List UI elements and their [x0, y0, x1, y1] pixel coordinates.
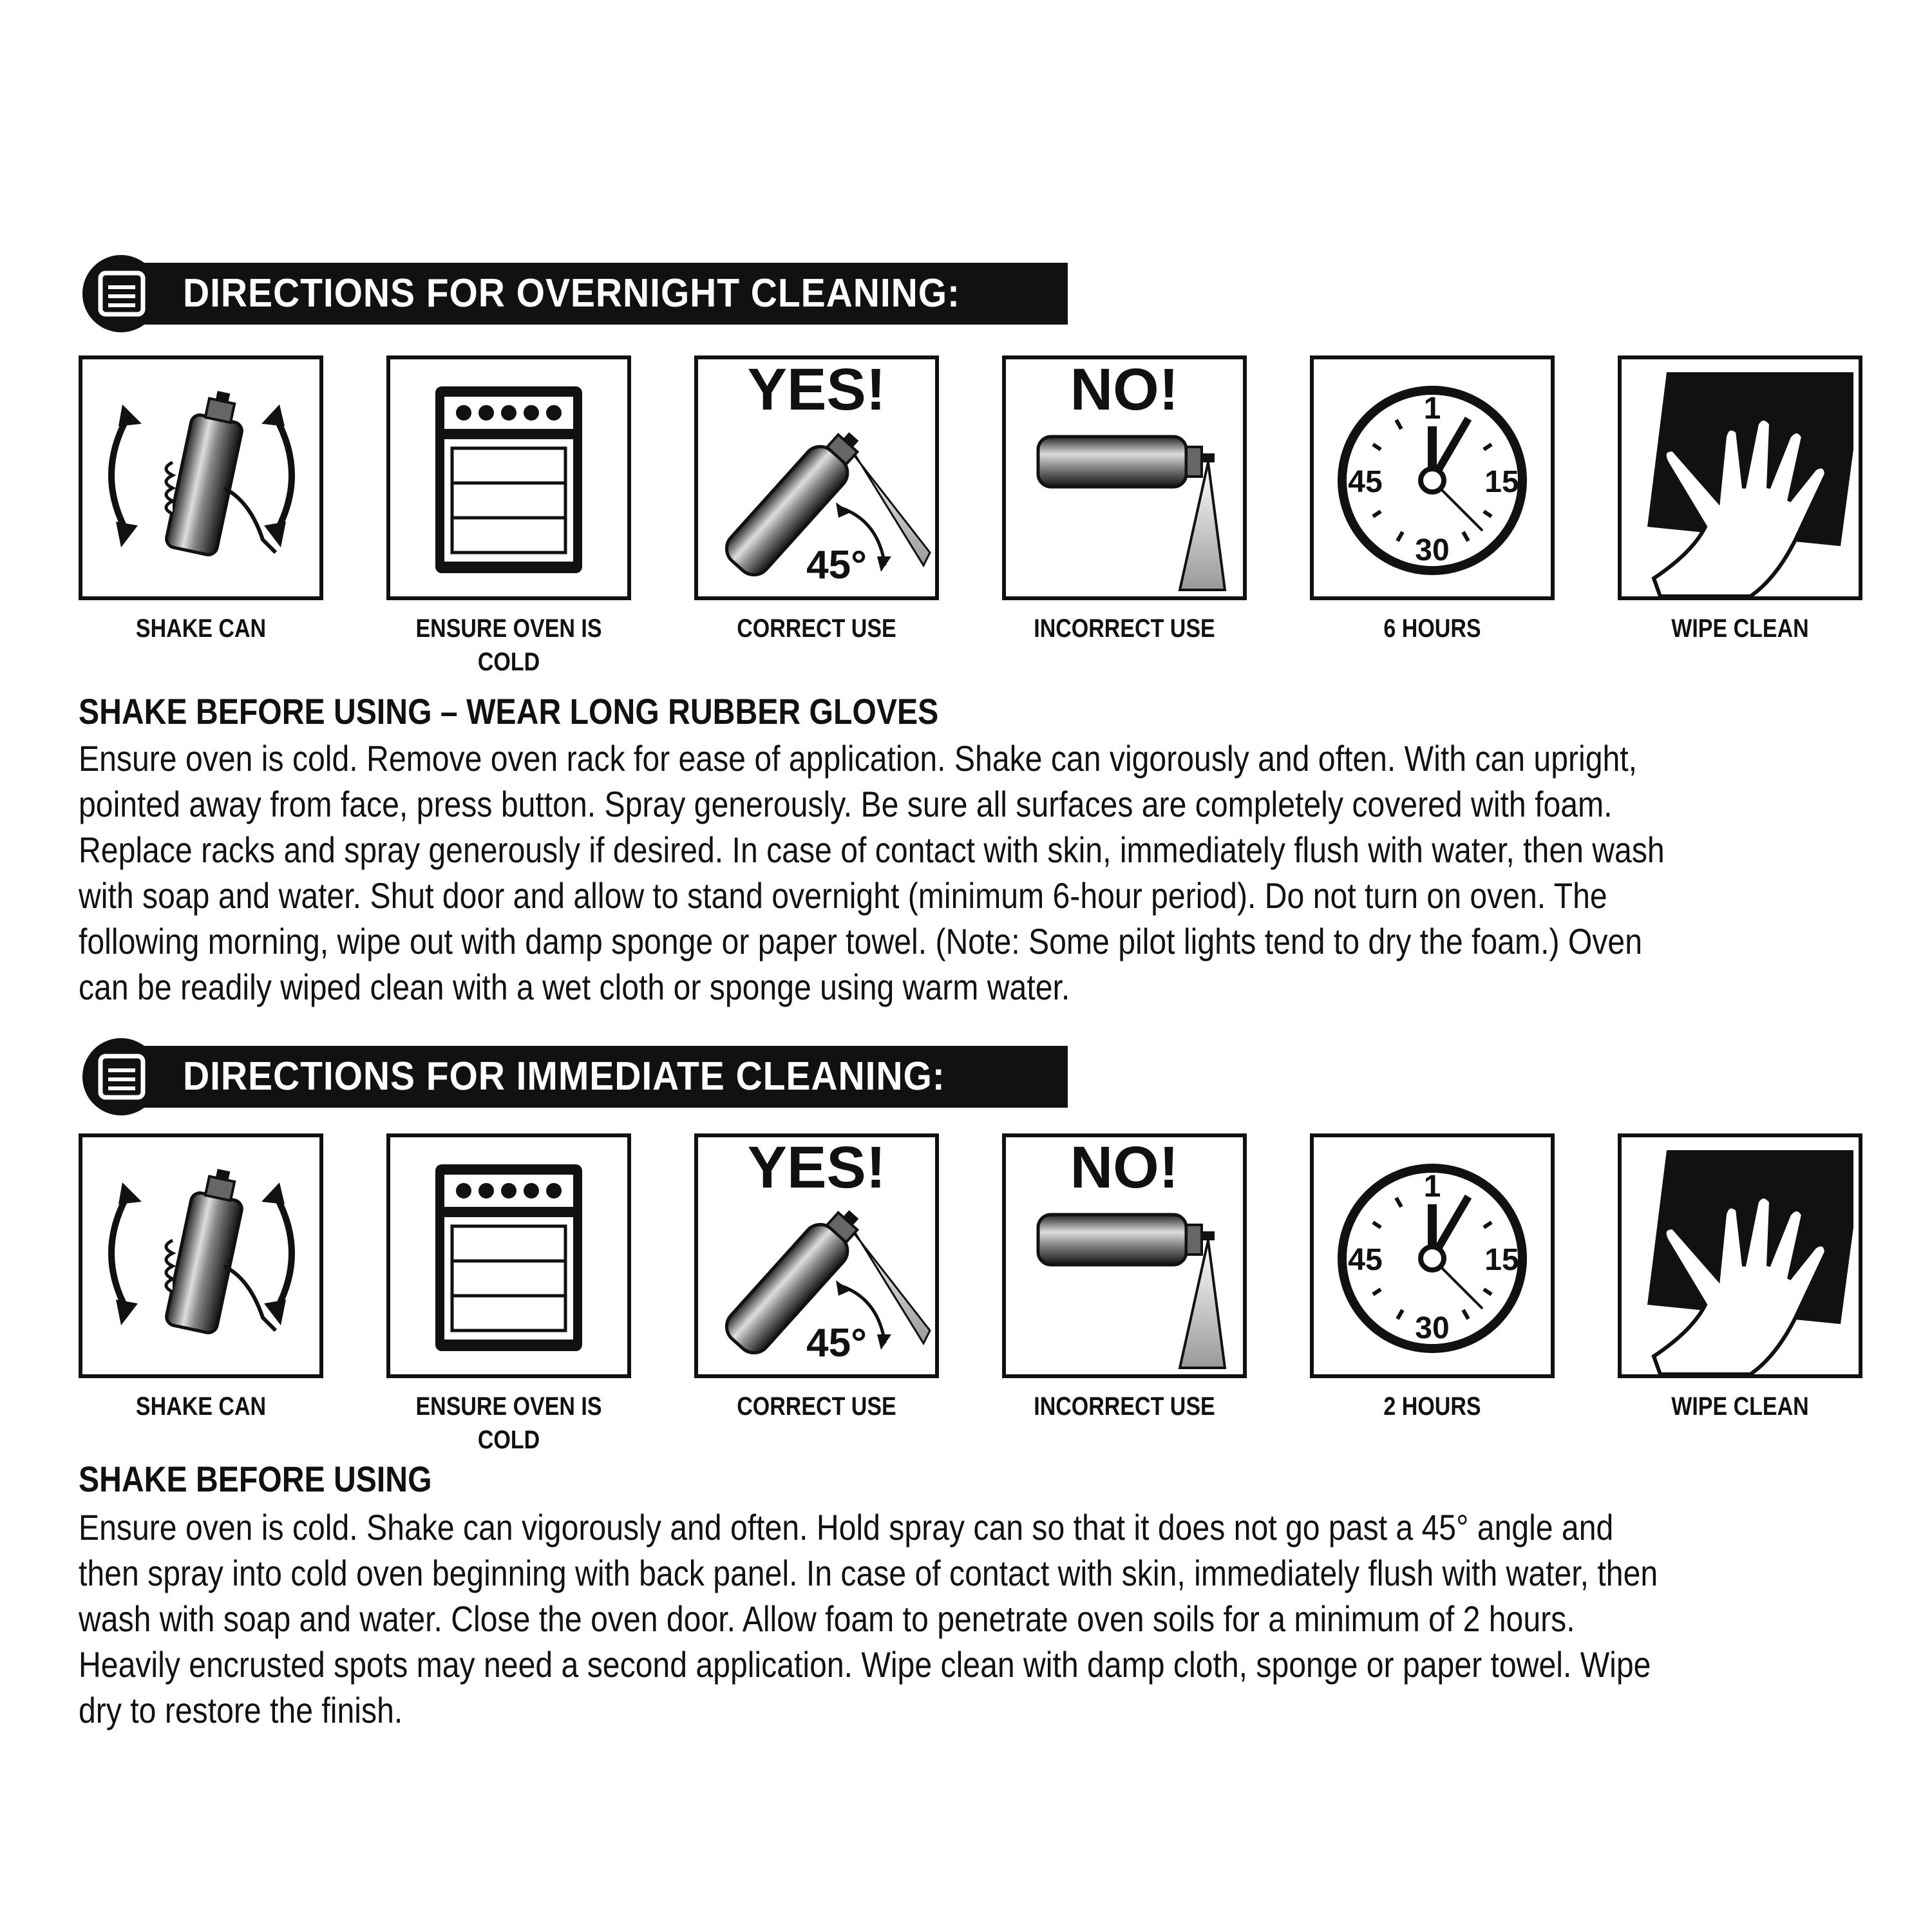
document-icon: [82, 1038, 160, 1115]
icon-caption: 6 HOURS: [1383, 614, 1481, 643]
oven-icon: [390, 1137, 627, 1374]
wipe-cloth-icon: [1622, 1137, 1859, 1374]
angle-label: 45°: [806, 543, 867, 587]
instructions-body: Ensure oven is cold. Shake can vigorously and often. Hold spray can so that it does not go past a 45° angle and then spray into cold oven beginning with back panel. In case of contact with skin, immediately flush with water, then wash with soap and water. Close the oven door. Allow foam to penetrate oven soils for a minimum of 2 hours. Heavily encrusted spots may need a second application. Wipe clean with damp cloth, sponge or paper towel. Wipe dry to restore the finish.: [79, 1507, 1658, 1730]
instructions-body: Ensure oven is cold. Remove oven rack for ease of application. Shake can vigorously and often. With can upright, pointed away from face, press button. Spray generously. Be sure all surfaces are completely covered with foam. Replace racks and spray generously if desired. In case of contact with skin, immediately flush with water, then wash with soap and water. Shut door and allow to stand overnight (minimum 6-hour period). Do not turn on oven. The following morning, wipe out with damp sponge or paper towel. (Note: Some pilot lights tend to dry the foam.) Oven can be readily wiped clean with a wet cloth or sponge using warm water.: [79, 738, 1665, 1007]
clock-icon: [1314, 1137, 1551, 1374]
no-label: NO!: [1070, 359, 1179, 422]
yes-label: YES!: [747, 1137, 886, 1200]
svg-text:30: 30: [1415, 533, 1450, 567]
icon-caption: SHAKE CAN: [135, 1392, 267, 1421]
svg-text:45: 45: [1348, 1243, 1383, 1277]
incorrect-use-icon: [1006, 1137, 1243, 1374]
oven-icon: [390, 359, 627, 596]
yes-label: YES!: [747, 359, 886, 422]
correct-use-icon: [698, 359, 935, 596]
icon-caption: CORRECT USE: [737, 1392, 896, 1421]
icon-caption: ENSURE OVEN IS COLD: [415, 1392, 602, 1454]
svg-text:1: 1: [1423, 1170, 1441, 1204]
svg-text:45: 45: [1348, 465, 1383, 499]
overnight-banner: [82, 263, 1068, 325]
icon-caption: INCORRECT USE: [1034, 614, 1215, 643]
icon-caption: INCORRECT USE: [1034, 1392, 1215, 1421]
svg-text:1: 1: [1423, 392, 1441, 426]
angle-label: 45°: [806, 1321, 867, 1365]
correct-use-icon: [698, 1137, 935, 1374]
section-title: DIRECTIONS FOR IMMEDIATE CLEANING:: [183, 1054, 945, 1099]
instructions-subheading: SHAKE BEFORE USING: [79, 1459, 432, 1499]
icon-caption: 2 HOURS: [1383, 1392, 1481, 1421]
svg-text:30: 30: [1415, 1311, 1450, 1345]
instructions-subheading: SHAKE BEFORE USING – WEAR LONG RUBBER GLOVES: [79, 691, 939, 732]
section-title: DIRECTIONS FOR OVERNIGHT CLEANING:: [183, 271, 960, 316]
icon-caption: WIPE CLEAN: [1671, 614, 1809, 643]
icon-caption: ENSURE OVEN IS COLD: [415, 614, 602, 676]
incorrect-use-icon: [1006, 359, 1243, 596]
svg-text:15: 15: [1484, 1243, 1519, 1277]
clock-icon: [1314, 359, 1551, 596]
icon-caption: SHAKE CAN: [135, 614, 267, 643]
immediate-banner: [82, 1046, 1068, 1108]
shake-can-icon: [82, 1137, 319, 1374]
shake-can-icon: [82, 359, 319, 596]
svg-text:15: 15: [1484, 465, 1519, 499]
icon-caption: WIPE CLEAN: [1671, 1392, 1809, 1421]
document-icon: [82, 255, 160, 332]
no-label: NO!: [1070, 1137, 1179, 1200]
icon-caption: CORRECT USE: [737, 614, 896, 643]
wipe-cloth-icon: [1622, 359, 1859, 596]
